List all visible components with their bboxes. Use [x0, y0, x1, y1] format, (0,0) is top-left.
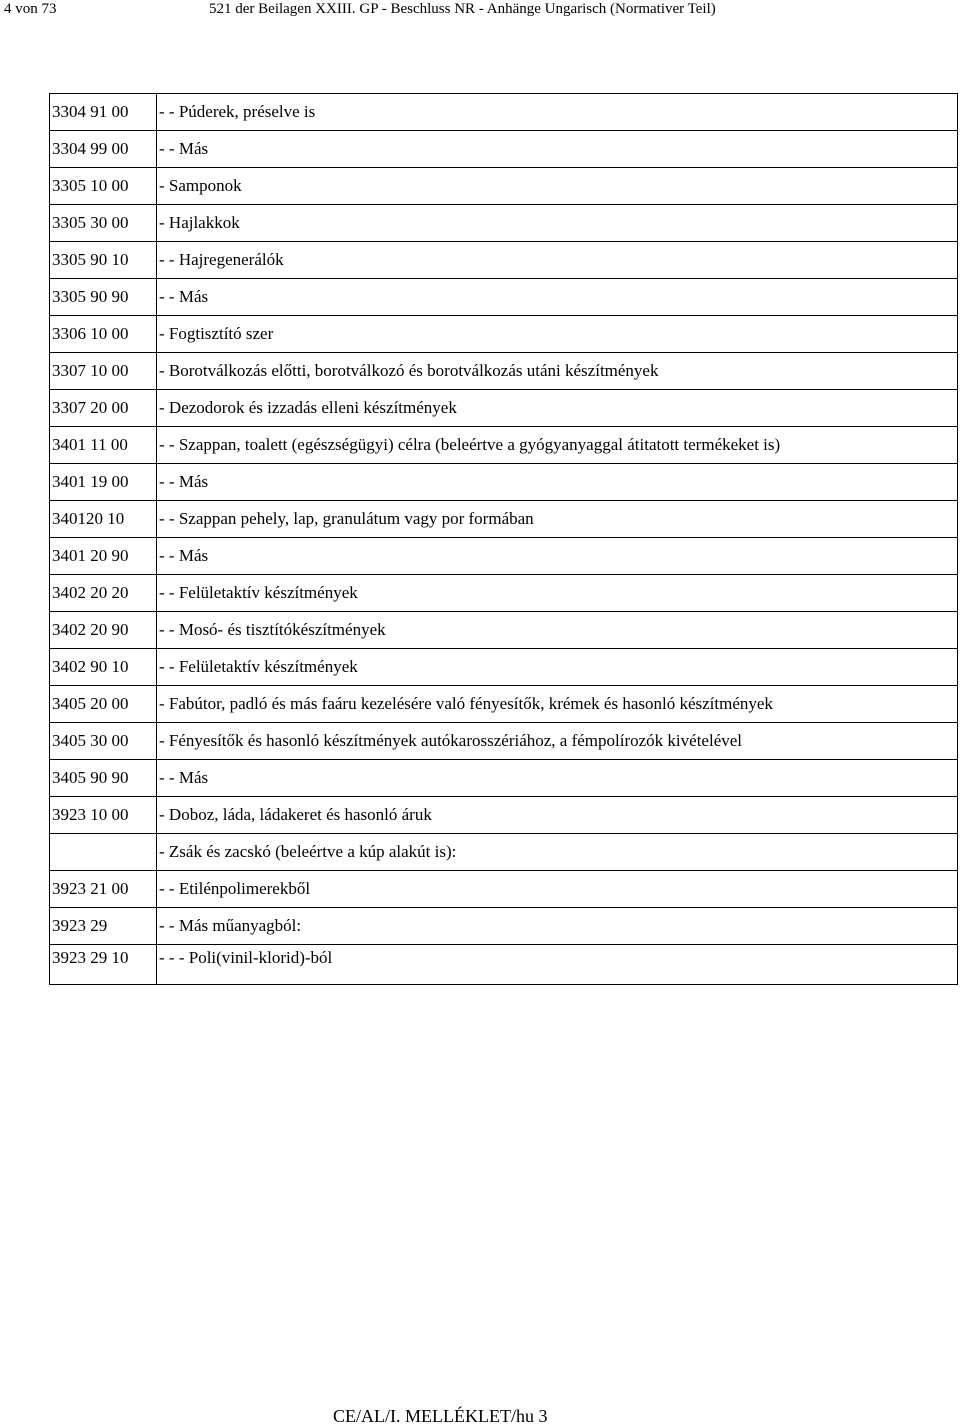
tariff-code-cell: 3401 20 90 [50, 538, 157, 575]
table-row [50, 723, 958, 760]
tariff-code-cell [50, 834, 157, 871]
table-row [50, 168, 958, 205]
tariff-description-cell: - - Más [157, 279, 958, 316]
tariff-description-cell: - - Felületaktív készítmények [157, 649, 958, 686]
tariff-code-cell: 3304 99 00 [50, 131, 157, 168]
tariff-code-cell: 3923 10 00 [50, 797, 157, 834]
table-row [50, 279, 958, 316]
tariff-code-cell: 340120 10 [50, 501, 157, 538]
tariff-code-cell: 3405 30 00 [50, 723, 157, 760]
tariff-code-cell: 3923 29 10 [50, 945, 157, 985]
tariff-description-cell: - - Más műanyagból: [157, 908, 958, 945]
tariff-table-body [50, 94, 958, 985]
page-number: 4 von 73 [4, 1, 57, 17]
tariff-code-cell: 3405 90 90 [50, 760, 157, 797]
tariff-description-cell: - - Más [157, 464, 958, 501]
table-row [50, 353, 958, 390]
tariff-description-cell: - - Felületaktív készítmények [157, 575, 958, 612]
tariff-code-cell: 3401 11 00 [50, 427, 157, 464]
tariff-code-cell: 3307 10 00 [50, 353, 157, 390]
table-row [50, 612, 958, 649]
table-row [50, 464, 958, 501]
tariff-description-cell: - - Szappan pehely, lap, granulátum vagy por formában [157, 501, 958, 538]
tariff-description-cell: - Samponok [157, 168, 958, 205]
tariff-description-cell: - - - Poli(vinil-klorid)-ból [157, 945, 958, 985]
tariff-code-cell: 3307 20 00 [50, 390, 157, 427]
table-row [50, 649, 958, 686]
tariff-code-cell: 3402 90 10 [50, 649, 157, 686]
table-row [50, 316, 958, 353]
tariff-description-cell: - - Szappan, toalett (egészségügyi) célra (beleértve a gyógyanyaggal átitatott termékeket is) [157, 427, 958, 464]
page-footer: CE/AL/I. MELLÉKLET/hu 3 [333, 1406, 548, 1426]
tariff-description-cell: - Zsák és zacskó (beleértve a kúp alakút is): [157, 834, 958, 871]
table-row [50, 908, 958, 945]
table-row [50, 797, 958, 834]
table-row [50, 131, 958, 168]
tariff-description-cell: - Doboz, láda, ládakeret és hasonló áruk [157, 797, 958, 834]
tariff-description-cell: - Dezodorok és izzadás elleni készítmények [157, 390, 958, 427]
tariff-code-cell: 3923 29 [50, 908, 157, 945]
tariff-description-cell: - - Hajregenerálók [157, 242, 958, 279]
tariff-description-cell: - - Más [157, 131, 958, 168]
tariff-description-cell: - Fényesítők és hasonló készítmények autókarosszériához, a fémpolírozók kivételével [157, 723, 958, 760]
tariff-code-cell: 3305 30 00 [50, 205, 157, 242]
tariff-code-cell: 3923 21 00 [50, 871, 157, 908]
table-row [50, 686, 958, 723]
tariff-description-cell: - - Más [157, 538, 958, 575]
running-title: 521 der Beilagen XXIII. GP - Beschluss NR - Anhänge Ungarisch (Normativer Teil) [209, 1, 716, 17]
table-row [50, 427, 958, 464]
tariff-code-cell: 3305 90 10 [50, 242, 157, 279]
tariff-description-cell: - Fabútor, padló és más faáru kezelésére való fényesítők, krémek és hasonló készítmények [157, 686, 958, 723]
table-row [50, 538, 958, 575]
tariff-code-cell: 3402 20 20 [50, 575, 157, 612]
tariff-description-cell: - - Mosó- és tisztítókészítmények [157, 612, 958, 649]
tariff-code-cell: 3305 90 90 [50, 279, 157, 316]
table-row [50, 390, 958, 427]
tariff-code-cell: 3401 19 00 [50, 464, 157, 501]
table-row [50, 760, 958, 797]
tariff-description-cell: - Borotválkozás előtti, borotválkozó és borotválkozás utáni készítmények [157, 353, 958, 390]
table-row [50, 945, 958, 985]
tariff-description-cell: - - Más [157, 760, 958, 797]
tariff-description-cell: - - Etilénpolimerekből [157, 871, 958, 908]
tariff-code-cell: 3405 20 00 [50, 686, 157, 723]
tariff-code-cell: 3306 10 00 [50, 316, 157, 353]
tariff-description-cell: - - Púderek, préselve is [157, 94, 958, 131]
tariff-code-cell: 3304 91 00 [50, 94, 157, 131]
table-row [50, 575, 958, 612]
tariff-description-cell: - Fogtisztító szer [157, 316, 958, 353]
table-row [50, 871, 958, 908]
table-row [50, 501, 958, 538]
table-row [50, 94, 958, 131]
tariff-table [49, 93, 958, 985]
table-row [50, 205, 958, 242]
table-row [50, 242, 958, 279]
tariff-description-cell: - Hajlakkok [157, 205, 958, 242]
tariff-code-cell: 3402 20 90 [50, 612, 157, 649]
tariff-code-cell: 3305 10 00 [50, 168, 157, 205]
table-row [50, 834, 958, 871]
